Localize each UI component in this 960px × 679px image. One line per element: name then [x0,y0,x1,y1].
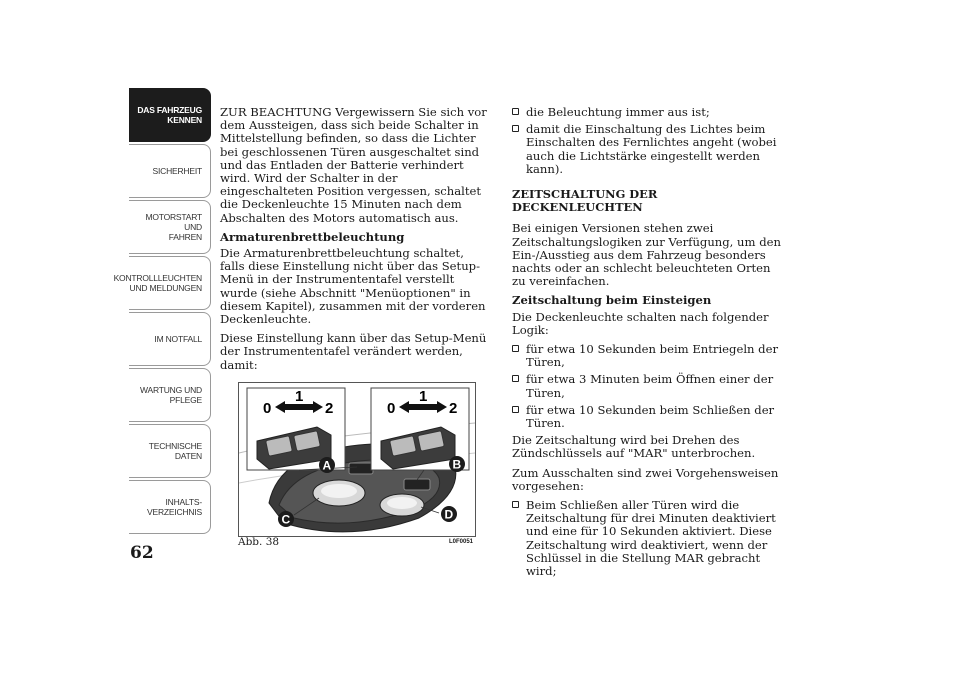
text-column-right [512,106,782,582]
label-two-a: 2 [325,400,334,417]
tab-inhaltsverzeichnis[interactable]: INHALTS- VERZEICHNIS [129,480,211,534]
paragraph: Zum Ausschalten sind zwei Vorgehensweisen vorgesehen: [512,465,779,493]
callout-d: D [444,507,454,522]
tab-kontrollleuchten[interactable]: KONTROLLLEUCHTEN UND MELDUNGEN [129,256,211,310]
checkbox-bullet-icon [512,501,519,508]
callout-a: A [322,458,332,473]
list-item: für etwa 10 Sekunden beim Entriegeln der Türen, [512,343,782,369]
tab-technische-daten[interactable]: TECHNISCHE DATEN [129,424,211,478]
checkbox-bullet-icon [512,345,519,352]
callout-b: B [452,457,462,472]
label-one-a: 1 [295,388,304,405]
figure-code: L0F0051 [449,539,474,545]
list-item: für etwa 10 Sekunden beim Schließen der Türen. [512,404,782,430]
subheading-einsteigen: Zeitschaltung beim Einsteigen [512,293,712,308]
list-ausschalten [512,499,782,578]
tab-sicherheit[interactable]: SICHERHEIT [129,144,211,198]
list-item: für etwa 3 Minuten beim Öffnen einer der Türen, [512,373,782,399]
checkbox-bullet-icon [512,406,519,413]
list-item: Beim Schließen aller Türen wird die Zeitschaltung für drei Minuten deaktiviert und eine für 10 Sekunden aktiviert. Diese Zeitschaltung wird deaktiviert, wenn der Schlüssel in die Stellung MAR gebracht wird; [512,499,782,578]
tab-motorstart-und-fahren[interactable]: MOTORSTART UND FAHREN [129,200,211,254]
list-item: die Beleuchtung immer aus ist; [512,106,782,119]
section-heading-zeitschaltung: ZEITSCHALTUNG DER DECKENLEUCHTEN [512,187,658,215]
paragraph: Die Zeitschaltung wird bei Drehen des Zündschlüssels auf "MAR" unterbrochen. [512,433,756,461]
list-item: damit die Einschaltung des Lichtes beim Einschalten des Fernlichtes angeht (wobei auch die Lichtstärke eingestellt werden kann). [512,123,782,176]
list-settings [512,106,782,176]
note-paragraph: ZUR BEACHTUNG Vergewissern Sie sich vor dem Aussteigen, dass sich beide Schalter in Mittelstellung befinden, so dass die Lichter bei geschlossenen Türen ausgeschaltet sind und das Entladen der Batterie verhindert wird. Wird der Schalter in der eingeschalteten Position vergessen, schaltet die Deckenleuchte 15 Minuten nach dem Abschalten des Motors automatisch aus. [220,105,487,225]
callout-c: C [281,512,291,527]
tab-im-notfall[interactable]: IM NOTFALL [129,312,211,366]
figure-caption: Abb. 38 [238,536,280,548]
paragraph: Die Armaturenbrettbeleuchtung schaltet, falls diese Einstellung nicht über das Setup-Menü in der Instrumententafel verstellt wurde (siehe Abschnitt "Menüoptionen" in diesem Kapitel), zusammen mit der vorderen Deckenleuchte. [220,246,486,327]
section-heading-armaturenbrett: Armaturenbrettbeleuchtung [220,229,405,244]
paragraph: Diese Einstellung kann über das Setup-Menü der Instrumententafel verändert werden, damit: [220,331,487,372]
label-zero-b: 0 [387,400,396,417]
paragraph: Bei einigen Versionen stehen zwei Zeitschaltungslogiken zur Verfügung, um den Ein-/Ausstieg aus dem Fahrzeug besonders nachts oder an schlecht beleuchteten Orten zu vereinfachen. [512,221,781,289]
figure-ceiling-light [238,382,476,537]
text-column-left [220,106,492,378]
checkbox-bullet-icon [512,125,519,132]
list-timing [512,343,782,430]
paragraph: Die Deckenleuchte schalten nach folgender Logik: [512,309,769,337]
tab-das-fahrzeug-kennen[interactable]: DAS FAHRZEUG KENNEN [129,88,211,142]
label-zero-a: 0 [263,400,272,417]
ceiling-light-illustration [239,383,475,536]
checkbox-bullet-icon [512,108,519,115]
checkbox-bullet-icon [512,375,519,382]
tab-wartung-und-pflege[interactable]: WARTUNG UND PFLEGE [129,368,211,422]
label-one-b: 1 [419,388,428,405]
page-number: 62 [130,543,154,563]
label-two-b: 2 [449,400,458,417]
chapter-tabs [113,88,211,536]
